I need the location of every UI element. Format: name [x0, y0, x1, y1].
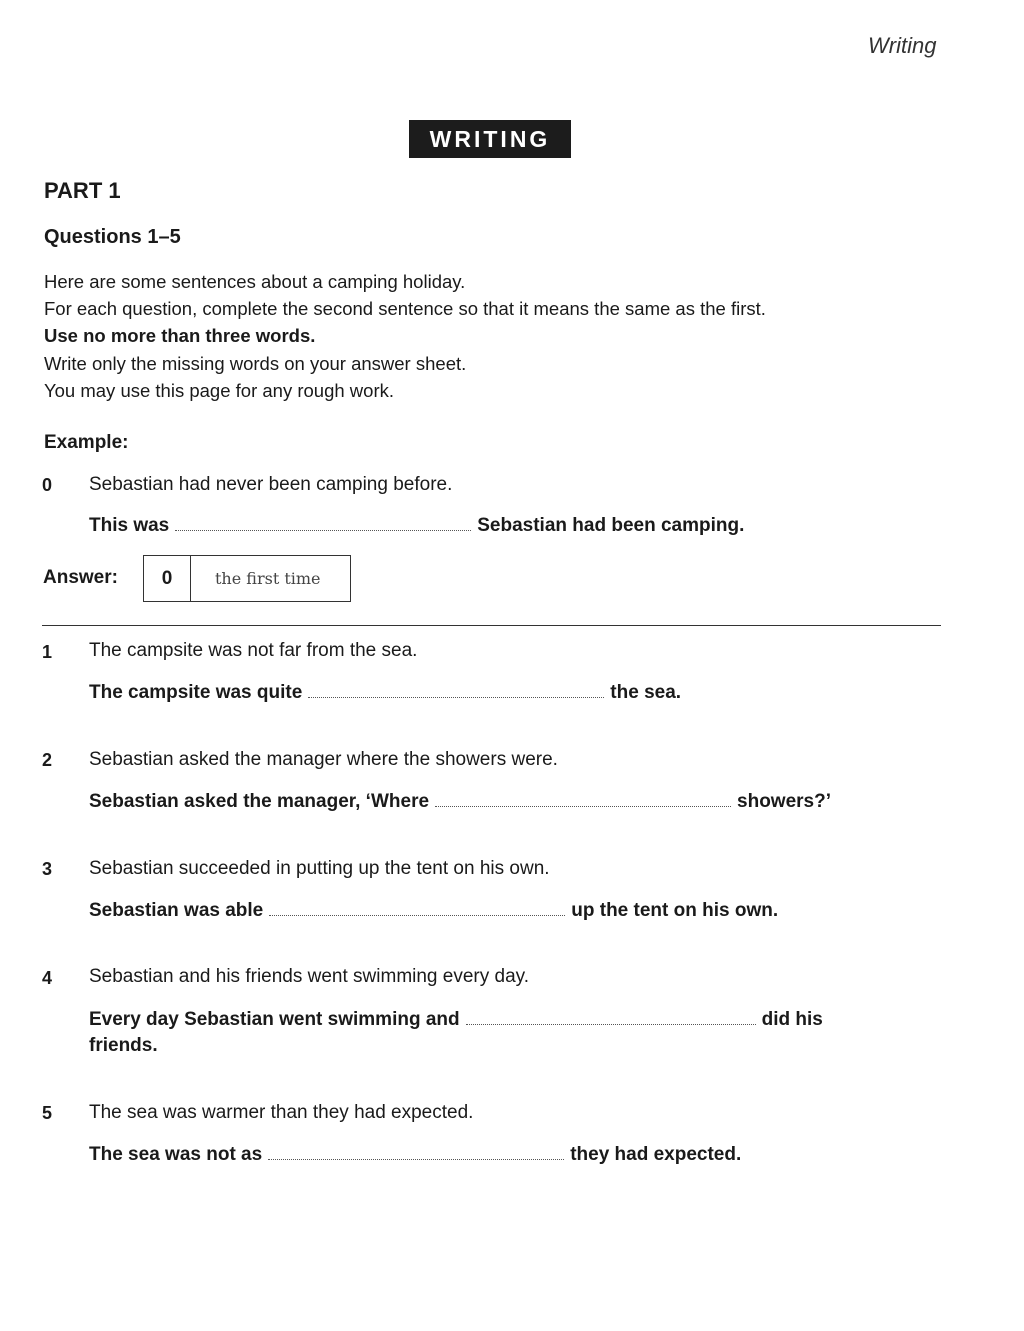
question-sentence: Sebastian asked the manager where the showers were.: [89, 749, 558, 770]
part-heading: PART 1: [44, 178, 121, 203]
question-rewrite: [89, 1007, 823, 1033]
rewrite-before: The campsite was quite: [89, 682, 303, 703]
instruction-line: Here are some sentences about a camping holiday.: [44, 271, 466, 292]
questions-heading: Questions 1–5: [44, 226, 181, 248]
instruction-line: You may use this page for any rough work.: [44, 380, 394, 401]
answer-gap[interactable]: [308, 683, 604, 698]
rewrite-after: they had expected.: [570, 1144, 742, 1165]
running-head: Writing: [868, 33, 937, 58]
answer-box-number: 0: [144, 556, 191, 601]
question-rewrite: [89, 680, 681, 706]
rewrite-before: Every day Sebastian went swimming and: [89, 1009, 460, 1030]
question-rewrite: [89, 789, 831, 815]
question-rewrite: [89, 898, 778, 924]
question-sentence: Sebastian and his friends went swimming every day.: [89, 966, 530, 987]
instruction-line: For each question, complete the second sentence so that it means the same as the first.: [44, 298, 766, 319]
rewrite-after: up the tent on his own.: [571, 900, 779, 921]
example-label: Example:: [44, 432, 129, 453]
instruction-line: Write only the missing words on your answer sheet.: [44, 353, 467, 374]
example-number: 0: [42, 475, 53, 495]
rewrite-after: showers?’: [737, 791, 832, 812]
question-sentence: Sebastian succeeded in putting up the tent on his own.: [89, 858, 550, 879]
divider: [42, 625, 941, 626]
example-after: Sebastian had been camping.: [477, 515, 745, 536]
question-number: 5: [42, 1103, 53, 1123]
rewrite-after: the sea.: [610, 682, 682, 703]
question-number: 2: [42, 750, 53, 770]
example-answer-box: [143, 555, 351, 602]
instruction-line-emphasis: Use no more than three words.: [44, 325, 316, 346]
question-rewrite-continued: friends.: [89, 1035, 158, 1056]
rewrite-before: Sebastian asked the manager, ‘Where: [89, 791, 430, 812]
question-number: 1: [42, 642, 53, 662]
example-rewrite: [89, 513, 744, 539]
question-rewrite: [89, 1142, 741, 1168]
question-number: 3: [42, 859, 53, 879]
example-sentence: Sebastian had never been camping before.: [89, 474, 453, 495]
rewrite-before: Sebastian was able: [89, 900, 264, 921]
answer-label: Answer:: [43, 567, 118, 588]
answer-gap[interactable]: [268, 1145, 564, 1160]
answer-gap[interactable]: [269, 901, 565, 916]
section-banner: WRITING: [409, 120, 571, 158]
example-before: This was: [89, 515, 170, 536]
rewrite-after: did his: [761, 1009, 823, 1030]
question-number: 4: [42, 968, 53, 988]
rewrite-before: The sea was not as: [89, 1144, 263, 1165]
answer-box-text: the first time: [215, 569, 321, 588]
answer-gap[interactable]: [466, 1010, 756, 1025]
answer-gap[interactable]: [435, 792, 731, 807]
question-sentence: The campsite was not far from the sea.: [89, 640, 418, 661]
answer-gap: [175, 516, 471, 531]
question-sentence: The sea was warmer than they had expected.: [89, 1102, 474, 1123]
